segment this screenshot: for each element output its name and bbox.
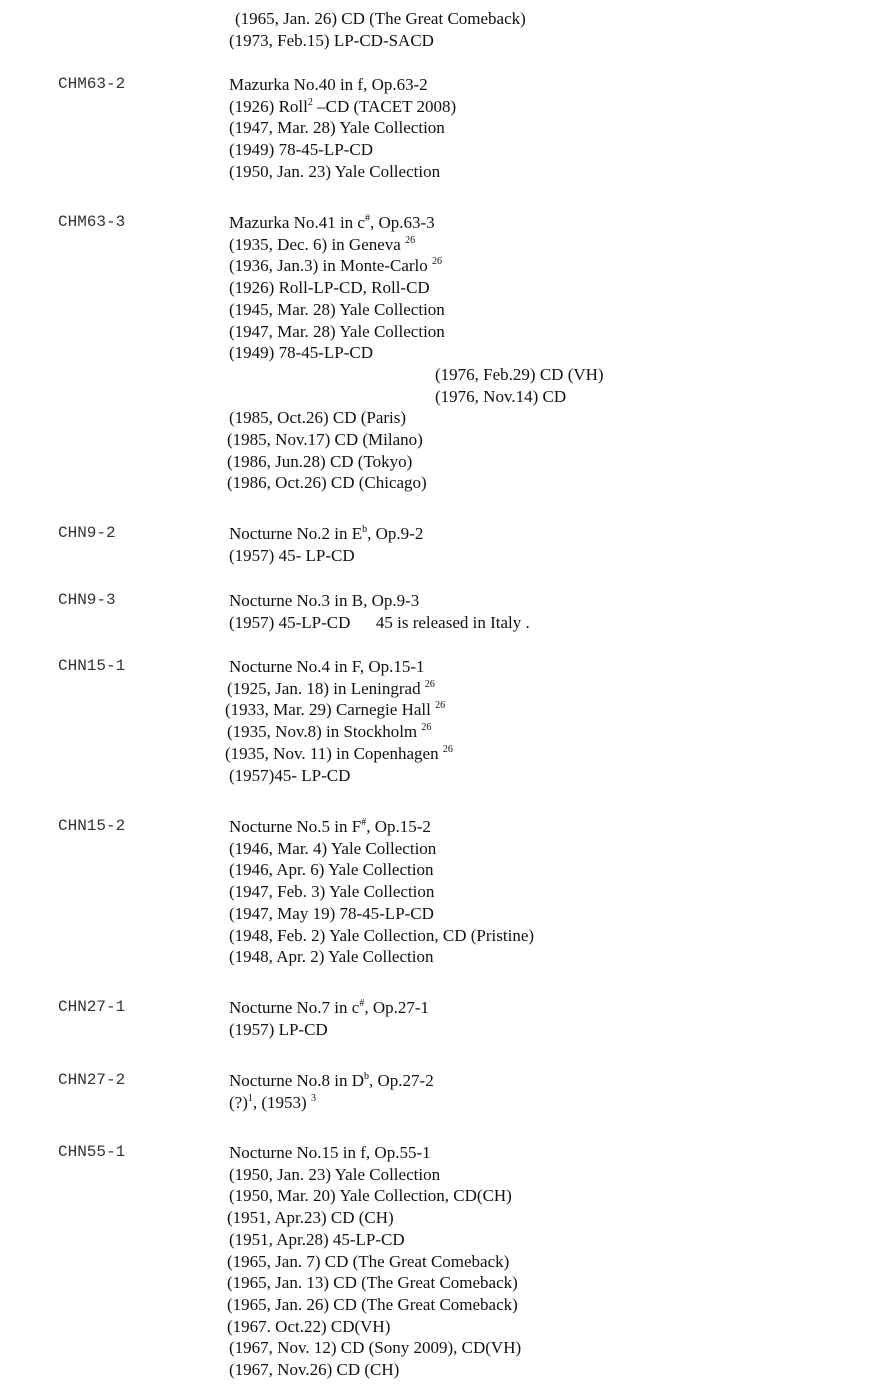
line-text-continued: , Op.27-2: [369, 1071, 434, 1090]
line-text: Nocturne No.8 in D: [229, 1071, 365, 1090]
work-title: [229, 1142, 431, 1163]
recording-line: [229, 321, 445, 342]
line-text: (1947, May 19) 78-45-LP-CD: [229, 903, 434, 923]
recording-line: [229, 859, 433, 880]
recording-line: [229, 277, 430, 298]
line-text: Mazurka No.41 in c: [229, 213, 365, 232]
line-text-continued: , Op.63-3: [369, 213, 435, 232]
line-text: (1950, Jan. 23) Yale Collection: [229, 161, 441, 181]
work-title: [229, 590, 419, 611]
entry-code: CHN27-2: [58, 1071, 126, 1089]
work-title: [229, 74, 428, 95]
line-text: (1965, Jan. 26) CD (The Great Comeback): [235, 9, 526, 28]
recording-line: [229, 407, 406, 428]
superscript: 26: [421, 722, 432, 734]
line-text: (1945, Mar. 28) Yale Collection: [229, 299, 445, 319]
line-text: (1957)45- LP-CD: [229, 765, 351, 785]
line-text: (1965, Jan. 7) CD (The Great Comeback): [227, 1251, 510, 1271]
line-text: (1949) 78-45-LP-CD: [229, 140, 374, 160]
recording-line: [227, 678, 435, 699]
superscript: 1: [247, 1092, 253, 1104]
line-text: (1957) LP-CD: [229, 1019, 328, 1039]
line-text: (1967, Nov. 12) CD (Sony 2009), CD(VH): [229, 1338, 522, 1358]
recording-line: [227, 721, 431, 742]
entry-code: CHM63-3: [58, 213, 126, 231]
recording-line: [435, 386, 566, 407]
recording-line: [229, 117, 445, 138]
recording-line: [235, 8, 526, 29]
superscript: 26: [432, 256, 443, 268]
line-text: (1947, Mar. 28) Yale Collection: [229, 321, 445, 341]
entry-code: CHN27-1: [58, 998, 126, 1016]
line-text: (1933, Mar. 29) Carnegie Hall: [225, 700, 436, 720]
recording-line: [229, 139, 373, 160]
line-text: Nocturne No.3 in B, Op.9-3: [229, 591, 420, 610]
recording-line: [229, 161, 440, 182]
work-title: [229, 1070, 434, 1091]
line-text: Mazurka No.40 in f, Op.63-2: [229, 75, 428, 94]
recording-line: [435, 364, 604, 385]
superscript: 26: [442, 743, 453, 755]
line-text: Nocturne No.7 in c: [229, 998, 360, 1017]
line-text: (1957) 45- LP-CD: [229, 545, 355, 565]
recording-line: [229, 342, 373, 363]
recording-line: [227, 1316, 390, 1337]
line-text-continued: , Op.15-2: [366, 817, 431, 836]
line-text: (1967, Nov.26) CD (CH): [229, 1360, 400, 1379]
recording-line: [227, 1251, 509, 1272]
line-text-continued: –CD (TACET 2008): [312, 96, 457, 116]
line-text: (1973, Feb.15) LP-CD-SACD: [229, 30, 434, 50]
line-text: Nocturne No.2 in E: [229, 524, 363, 543]
entry-code: CHN15-2: [58, 817, 126, 835]
superscript: b: [364, 1071, 370, 1082]
line-text: (1948, Apr. 2) Yale Collection: [229, 947, 434, 967]
recording-line: [227, 1207, 394, 1228]
superscript: 26: [405, 234, 416, 246]
line-text: (1957) 45-LP-CD 45 is released in Italy .: [229, 612, 530, 632]
recording-line: [227, 1272, 518, 1293]
recording-line: [229, 1092, 316, 1113]
line-text: (1976, Nov.14) CD: [435, 386, 567, 406]
recording-line: [229, 925, 534, 946]
line-text: (1935, Nov. 11) in Copenhagen: [225, 743, 443, 763]
entry-code: CHN55-1: [58, 1143, 126, 1161]
recording-line: [229, 96, 456, 117]
recording-line: [229, 903, 434, 924]
recording-line: [229, 255, 442, 276]
recording-line: [229, 881, 434, 902]
recording-line: [229, 1337, 521, 1358]
recording-line: [227, 429, 423, 450]
entry-code: CHN15-1: [58, 657, 126, 675]
line-text-continued: , (1953): [252, 1092, 311, 1112]
line-text: (1926) Roll-LP-CD, Roll-CD: [229, 278, 430, 298]
line-text: (1951, Apr.23) CD (CH): [227, 1208, 394, 1228]
recording-line: [229, 765, 350, 786]
line-text: (?): [229, 1092, 248, 1112]
work-title: [229, 816, 431, 837]
line-text: Nocturne No.15 in f, Op.55-1: [229, 1143, 431, 1162]
line-text: (1951, Apr.28) 45-LP-CD: [229, 1229, 405, 1249]
line-text: (1967. Oct.22) CD(VH): [227, 1316, 391, 1336]
recording-line: [229, 612, 530, 633]
line-text: (1986, Oct.26) CD (Chicago): [227, 473, 427, 493]
superscript: #: [359, 998, 365, 1009]
recording-line: [229, 1229, 405, 1250]
superscript: 2: [307, 96, 313, 108]
line-text: Nocturne No.5 in F: [229, 817, 362, 836]
line-text: (1976, Feb.29) CD (VH): [435, 364, 604, 384]
recording-line: [229, 1359, 399, 1380]
superscript: 26: [435, 700, 446, 712]
entry-code: CHN9-3: [58, 591, 116, 609]
line-text: (1986, Jun.28) CD (Tokyo): [227, 451, 413, 471]
line-text: (1947, Mar. 28) Yale Collection: [229, 118, 445, 138]
recording-line: [229, 545, 355, 566]
line-text-continued: , Op.27-1: [364, 998, 430, 1017]
line-text: (1946, Apr. 6) Yale Collection: [229, 860, 434, 880]
work-title: [229, 656, 425, 677]
line-text: (1965, Jan. 13) CD (The Great Comeback): [227, 1273, 518, 1293]
work-title: [229, 997, 429, 1018]
line-text: (1949) 78-45-LP-CD: [229, 343, 374, 363]
line-text: (1950, Jan. 23) Yale Collection: [229, 1164, 441, 1184]
superscript: 3: [310, 1092, 316, 1104]
superscript: #: [364, 213, 370, 224]
entry-code: CHM63-2: [58, 75, 126, 93]
line-text: (1925, Jan. 18) in Leningrad: [227, 678, 425, 698]
recording-line: [229, 1019, 328, 1040]
recording-line: [225, 699, 445, 720]
recording-line: [227, 451, 412, 472]
work-title: [229, 212, 435, 233]
recording-line: [225, 743, 453, 764]
line-text-continued: , Op.9-2: [367, 524, 424, 543]
line-text: (1950, Mar. 20) Yale Collection, CD(CH): [229, 1186, 512, 1206]
line-text: Nocturne No.4 in F, Op.15-1: [229, 657, 425, 676]
line-text: (1985, Nov.17) CD (Milano): [227, 430, 423, 449]
line-text: (1985, Oct.26) CD (Paris): [229, 408, 407, 428]
recording-line: [229, 1185, 512, 1206]
recording-line: [227, 472, 427, 493]
work-title: [229, 523, 423, 544]
recording-line: [229, 1164, 440, 1185]
recording-line: [229, 946, 433, 967]
line-text: (1946, Mar. 4) Yale Collection: [229, 838, 437, 858]
line-text: (1965, Jan. 26) CD (The Great Comeback): [227, 1294, 518, 1314]
recording-line: [229, 234, 415, 255]
line-text: (1947, Feb. 3) Yale Collection: [229, 882, 435, 902]
recording-line: [229, 838, 436, 859]
superscript: 26: [424, 678, 435, 690]
line-text: (1926) Roll: [229, 96, 308, 116]
superscript: b: [362, 524, 368, 535]
superscript: #: [361, 817, 367, 828]
line-text: (1935, Nov.8) in Stockholm: [227, 722, 422, 742]
line-text: (1935, Dec. 6) in Geneva: [229, 234, 406, 254]
entry-code: CHN9-2: [58, 524, 116, 542]
line-text: (1936, Jan.3) in Monte-Carlo: [229, 256, 433, 276]
recording-line: [227, 1294, 518, 1315]
recording-line: [229, 30, 434, 51]
recording-line: [229, 299, 445, 320]
line-text: (1948, Feb. 2) Yale Collection, CD (Pristine): [229, 925, 535, 945]
